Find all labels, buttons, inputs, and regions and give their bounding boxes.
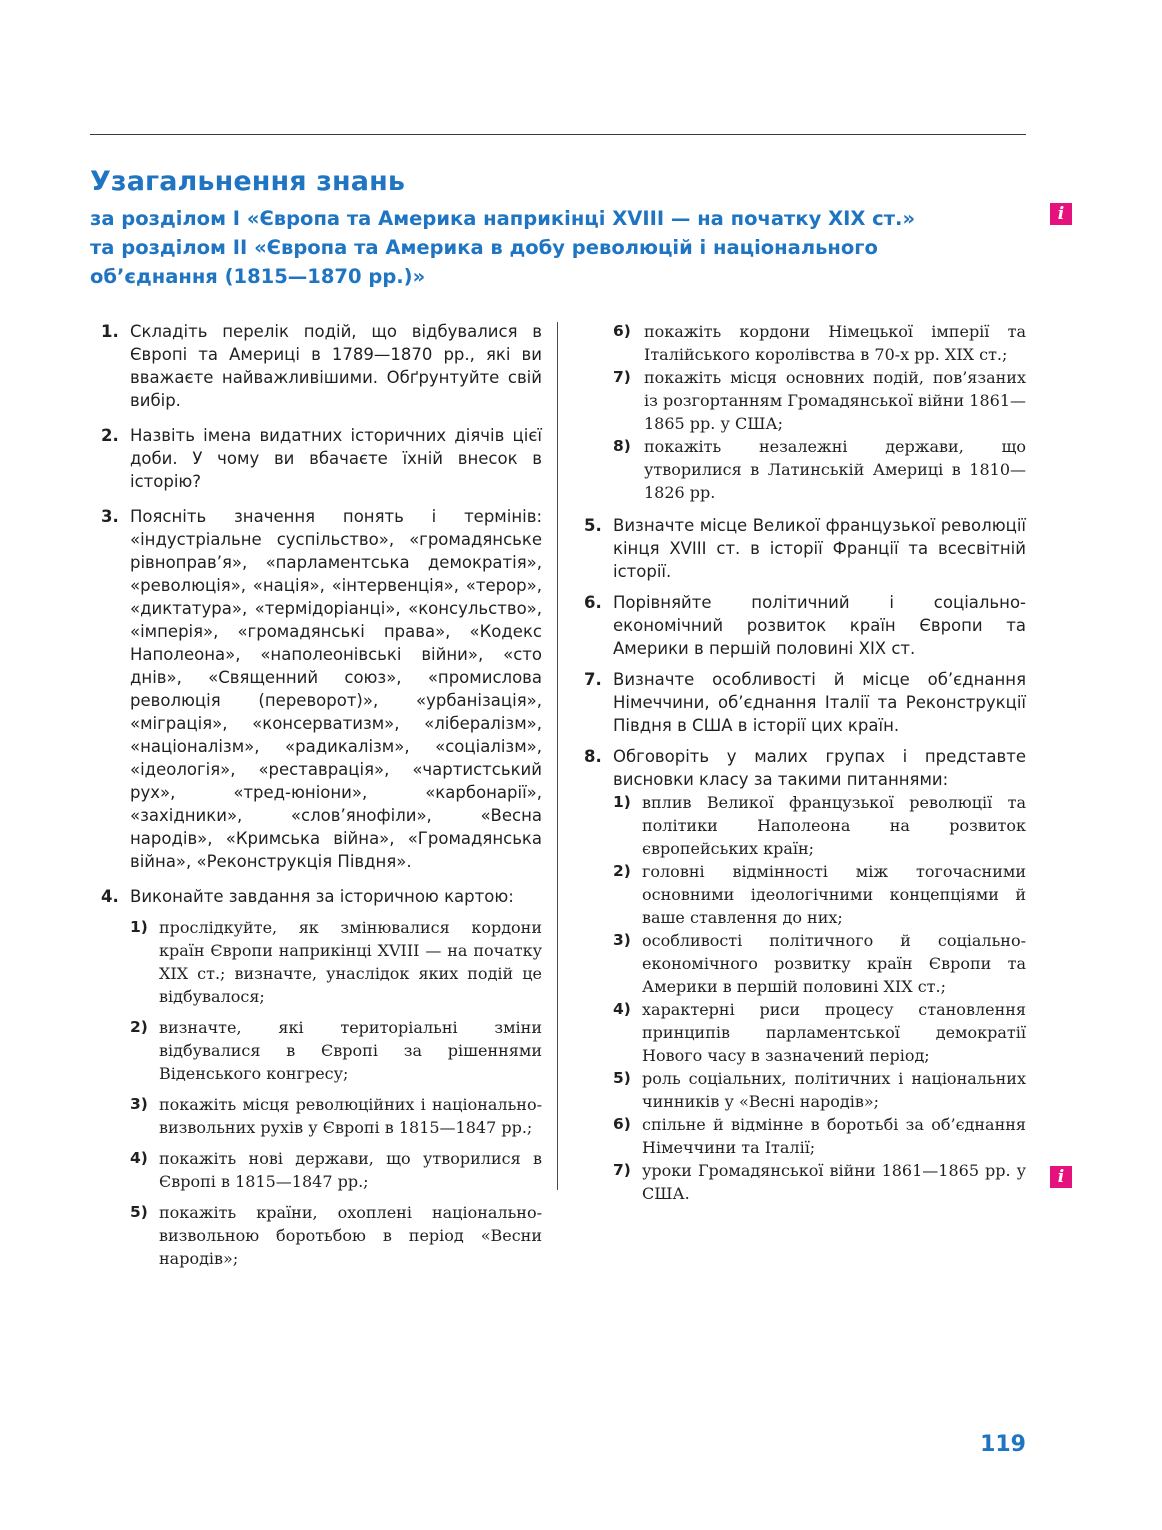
subtask-item	[130, 1016, 542, 1085]
task-text: Виконайте завдання за історичною картою:	[130, 887, 514, 906]
task-item	[101, 320, 542, 412]
subtask-number: 1)	[613, 793, 631, 811]
subtask-number: 3)	[130, 1095, 148, 1113]
subtask-text: покажіть нові держави, що утворилися в Європі в 1815—1847 рр.;	[159, 1149, 542, 1191]
info-icon: i	[1050, 203, 1072, 225]
task-number: 8.	[584, 747, 602, 766]
subtitle-line: та розділом II «Європа та Америка в добу революцій і національного	[90, 236, 878, 259]
subtask-text: покажіть країни, охоплені національно-визвольною боротьбою в період «Весни народів»;	[159, 1203, 542, 1268]
task-number: 7.	[584, 670, 602, 689]
subtask-number: 5)	[613, 1069, 631, 1087]
task-item	[584, 591, 1026, 660]
task-text: Назвіть імена видатних історичних діячів цієї доби. У чому ви вбачаєте їхній внесок в історію?	[130, 426, 542, 491]
subtask-number: 4)	[613, 1000, 631, 1018]
subtask-item	[613, 1067, 1026, 1113]
subtask-number: 8)	[613, 437, 631, 455]
task-number: 5.	[584, 516, 602, 535]
task-text: Складіть перелік подій, що відбувалися в Європі та Америці в 1789—1870 рр., які ви вважаєте найважливішими. Обґрунтуйте свій вибір.	[130, 322, 542, 410]
subtask-text: спільне й відмінне в боротьбі за об’єднання Німеччини та Італії;	[642, 1115, 1026, 1157]
subtask-number: 2)	[130, 1018, 148, 1036]
task-number: 4.	[101, 887, 119, 906]
task-item	[101, 885, 542, 1270]
subtask-text: особливості політичного й соціально-економічного розвитку країн Європи та Америки в першій половині XIX ст.;	[642, 931, 1026, 996]
subtask-text: головні відмінності між тогочасними основними ідеологічними концепціями й ваше ставлення до них;	[642, 862, 1026, 927]
task-item	[584, 668, 1026, 737]
subtitle-line: об’єднання (1815—1870 рр.)»	[90, 265, 426, 288]
task-item	[584, 514, 1026, 583]
subtask-item	[613, 929, 1026, 998]
subtask-number: 3)	[613, 931, 631, 949]
task-text: Порівняйте політичний і соціально-економічний розвиток країн Європи та Америки в першій половині XIX ст.	[613, 593, 1026, 658]
subtask-text: характерні риси процесу становлення принципів парламентської демократії Нового часу в зазначений період;	[642, 1000, 1026, 1065]
page-number: 119	[980, 1432, 1026, 1457]
task-text: Визначте особливості й місце об’єднання Німеччини, об’єднання Італії та Реконструкції Півдня в США в історії цих країн.	[613, 670, 1026, 735]
subtask-item	[130, 1093, 542, 1139]
subtask-number: 7)	[613, 1161, 631, 1179]
task-number: 2.	[101, 426, 119, 445]
subtask-text: покажіть кордони Німецької імперії та Італійського королівства в 70-х рр. XIX ст.;	[644, 322, 1026, 364]
right-column	[584, 320, 1026, 1217]
subtask-number: 6)	[613, 1115, 631, 1133]
task-number: 1.	[101, 322, 119, 341]
left-column	[101, 320, 542, 1278]
page-title: Узагальнення знань	[90, 166, 406, 197]
top-divider	[90, 134, 1026, 135]
subtask-text: покажіть незалежні держави, що утворилися в Латинській Америці в 1810—1826 рр.	[644, 437, 1026, 502]
subtask-item	[613, 1159, 1026, 1205]
subtask-number: 1)	[130, 918, 148, 936]
subtask-number: 7)	[613, 368, 631, 386]
subtask-item	[613, 366, 1026, 435]
subtask-item	[613, 860, 1026, 929]
column-divider	[557, 322, 558, 1190]
task-item	[101, 505, 542, 873]
subtask-text: покажіть місця революційних і національно-визвольних рухів у Європі в 1815—1847 рр.;	[159, 1095, 542, 1137]
task-number: 6.	[584, 593, 602, 612]
task-item	[101, 424, 542, 493]
section-subtitle	[90, 204, 1030, 291]
task-text: Визначте місце Великої французької революції кінця XVIII ст. в історії Франції та всесвітній історії.	[613, 516, 1026, 581]
subtask-text: визначте, які територіальні зміни відбувалися в Європі за рішеннями Віденського конгресу;	[159, 1018, 542, 1083]
subtask-text: вплив Великої французької революції та політики Наполеона на розвиток європейських країн;	[642, 793, 1026, 858]
subtask-text: прослідкуйте, як змінювалися кордони країн Європи наприкінці XVIII — на початку XIX ст.; визначте, унаслідок яких подій це відбувалося;	[159, 918, 542, 1006]
task-item	[584, 745, 1026, 1205]
subtask-item	[613, 435, 1026, 504]
subtask-number: 2)	[613, 862, 631, 880]
subtask-item	[130, 1147, 542, 1193]
subtask-item	[613, 791, 1026, 860]
subtask-number: 4)	[130, 1149, 148, 1167]
subtask-text: покажіть місця основних подій, пов’язаних із розгортанням Громадянської війни 1861—1865 рр. у США;	[644, 368, 1026, 433]
subtask-text: роль соціальних, політичних і національних чинників у «Весні народів»;	[642, 1069, 1026, 1111]
subtask-item	[130, 1201, 542, 1270]
subtask-item	[613, 1113, 1026, 1159]
subtitle-line: за розділом I «Європа та Америка наприкінці XVIII — на початку XIX ст.»	[90, 207, 916, 230]
subtask-item	[613, 320, 1026, 366]
subtask-number: 5)	[130, 1203, 148, 1221]
subtask-number: 6)	[613, 322, 631, 340]
task-text: Обговоріть у малих групах і представте висновки класу за такими питаннями:	[613, 747, 1026, 789]
subtask-item	[613, 998, 1026, 1067]
subtask-item	[130, 916, 542, 1008]
task-text: Поясніть значення понять і термінів: «індустріальне суспільство», «громадянське рівноправ’я», «парламентська демократія», «революція», «нація», «інтервенція», «терор», «диктатура», «термідоріанці», «консульство», «імперія», «громадянські права», «Кодекс Наполеона», «наполеонівські війни», «сто днів», «Священний союз», «промислова революція (переворот)», «урбанізація», «міграція», «консерватизм», «лібералізм», «націоналізм», «радикалізм», «соціалізм», «ідеологія», «реставрація», «чартистський рух», «тред-юніони», «карбонарії», «західники», «слов’янофіли», «Весна народів», «Кримська війна», «Громадянська війна», «Реконструкція Півдня».	[130, 507, 542, 871]
info-icon: i	[1050, 1166, 1072, 1188]
subtask-text: уроки Громадянської війни 1861—1865 рр. у США.	[642, 1161, 1026, 1203]
task-number: 3.	[101, 507, 119, 526]
